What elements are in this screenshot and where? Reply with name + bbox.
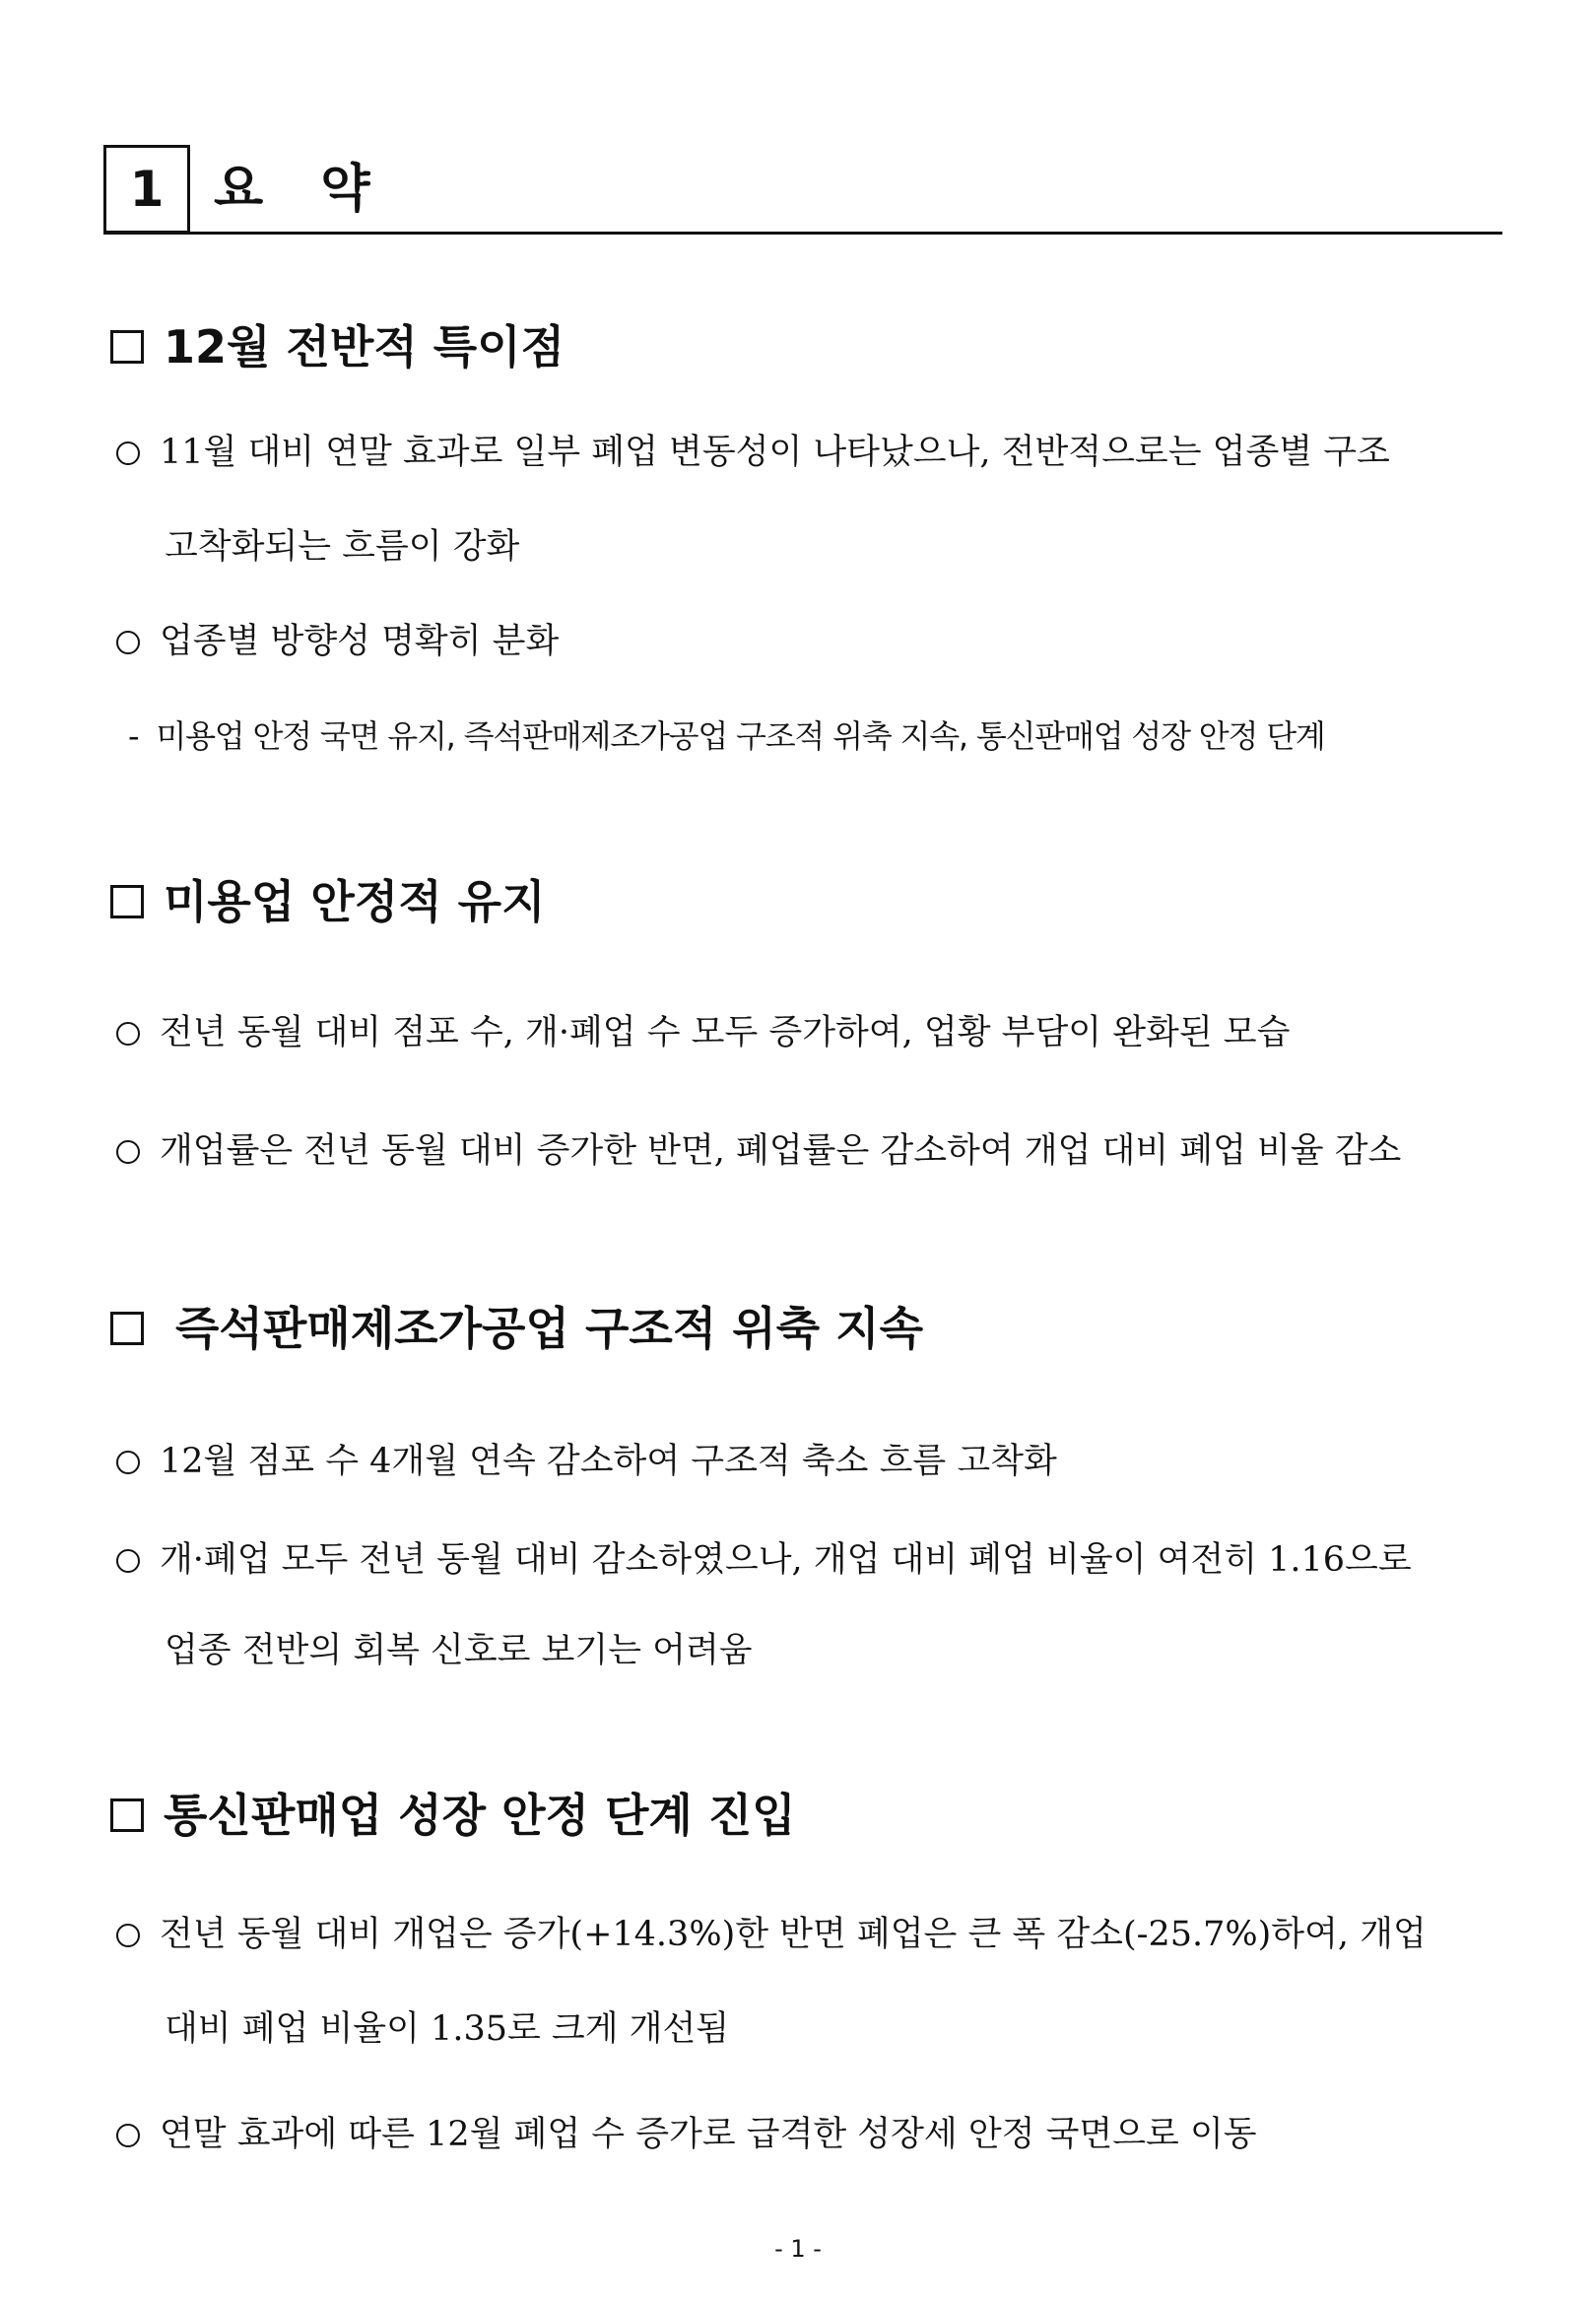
bullet-text: 개업률은 전년 동월 대비 증가한 반면, 폐업률은 감소하여 개업 대비 폐업 비율 감소 (160, 1131, 1402, 1171)
circle-bullet-icon (116, 1140, 140, 1164)
bullet-text: 개·폐업 모두 전년 동월 대비 감소하였으나, 개업 대비 폐업 비율이 여전히 1.16으로 (160, 1540, 1412, 1580)
checkbox-icon (110, 1798, 144, 1832)
bullet-text: 전년 동월 대비 점포 수, 개·폐업 수 모두 증가하여, 업황 부담이 완화된 모습 (160, 1013, 1291, 1052)
bullet-text: 12월 점포 수 4개월 연속 감소하여 구조적 축소 흐름 고착화 (160, 1442, 1057, 1481)
circle-bullet-icon (116, 1022, 140, 1046)
bullet-text: 전년 동월 대비 개업은 증가(+14.3%)한 반면 폐업은 큰 폭 감소(-25.7%)하여, 개업 (160, 1915, 1427, 1954)
circle-bullet-icon (116, 1451, 140, 1474)
dash-icon: - (128, 717, 139, 755)
section-heading (110, 872, 546, 931)
bullet-item (116, 1128, 1401, 1174)
checkbox-icon (110, 330, 144, 364)
bullet-text: 11월 대비 연말 효과로 일부 폐업 변동성이 나타났으나, 전반적으로는 업종별 구조 (160, 433, 1390, 472)
section-heading-text: 12월 전반적 특이점 (164, 320, 565, 373)
bullet-item (116, 430, 1390, 475)
section-heading-text: 통신판매업 성장 안정 단계 진입 (164, 1789, 796, 1842)
dash-text: 미용업 안정 국면 유지, 즉석판매제조가공업 구조적 위축 지속, 통신판매업 성장 안정 단계 (156, 717, 1325, 755)
bullet-item (116, 1010, 1290, 1055)
bullet-text: 업종별 방향성 명확히 분화 (160, 622, 560, 661)
chapter-divider (103, 232, 1502, 235)
bullet-continuation: 대비 폐업 비율이 1.35로 크게 개선됨 (165, 2009, 730, 2049)
bullet-text: 연말 효과에 따른 12월 폐업 수 증가로 급격한 성장세 안정 국면으로 이동 (160, 2115, 1257, 2154)
checkbox-icon (110, 885, 144, 918)
bullet-continuation: 고착화되는 흐름이 강화 (165, 527, 520, 567)
bullet-item (116, 1439, 1057, 1484)
circle-bullet-icon (116, 1549, 140, 1573)
section-heading (110, 317, 565, 376)
circle-bullet-icon (116, 441, 140, 465)
section-heading (110, 1299, 923, 1358)
section-heading-text: 미용업 안정적 유지 (164, 875, 546, 928)
circle-bullet-icon (116, 631, 140, 654)
bullet-item (116, 1912, 1427, 1957)
chapter-header (103, 145, 1502, 237)
circle-bullet-icon (116, 2124, 140, 2147)
page-number: - 1 - (774, 2235, 822, 2263)
dash-item (128, 713, 1325, 759)
checkbox-icon (110, 1312, 144, 1345)
bullet-item (116, 2112, 1257, 2157)
chapter-number: 1 (103, 145, 190, 234)
circle-bullet-icon (116, 1924, 140, 1947)
section-heading-text: 즉석판매제조가공업 구조적 위축 지속 (175, 1302, 924, 1355)
bullet-item (116, 619, 559, 664)
chapter-title: 요 약 (214, 160, 390, 219)
section-heading (110, 1786, 796, 1845)
bullet-continuation: 업종 전반의 회복 신호로 보기는 어려움 (165, 1631, 753, 1670)
bullet-item (116, 1537, 1412, 1583)
